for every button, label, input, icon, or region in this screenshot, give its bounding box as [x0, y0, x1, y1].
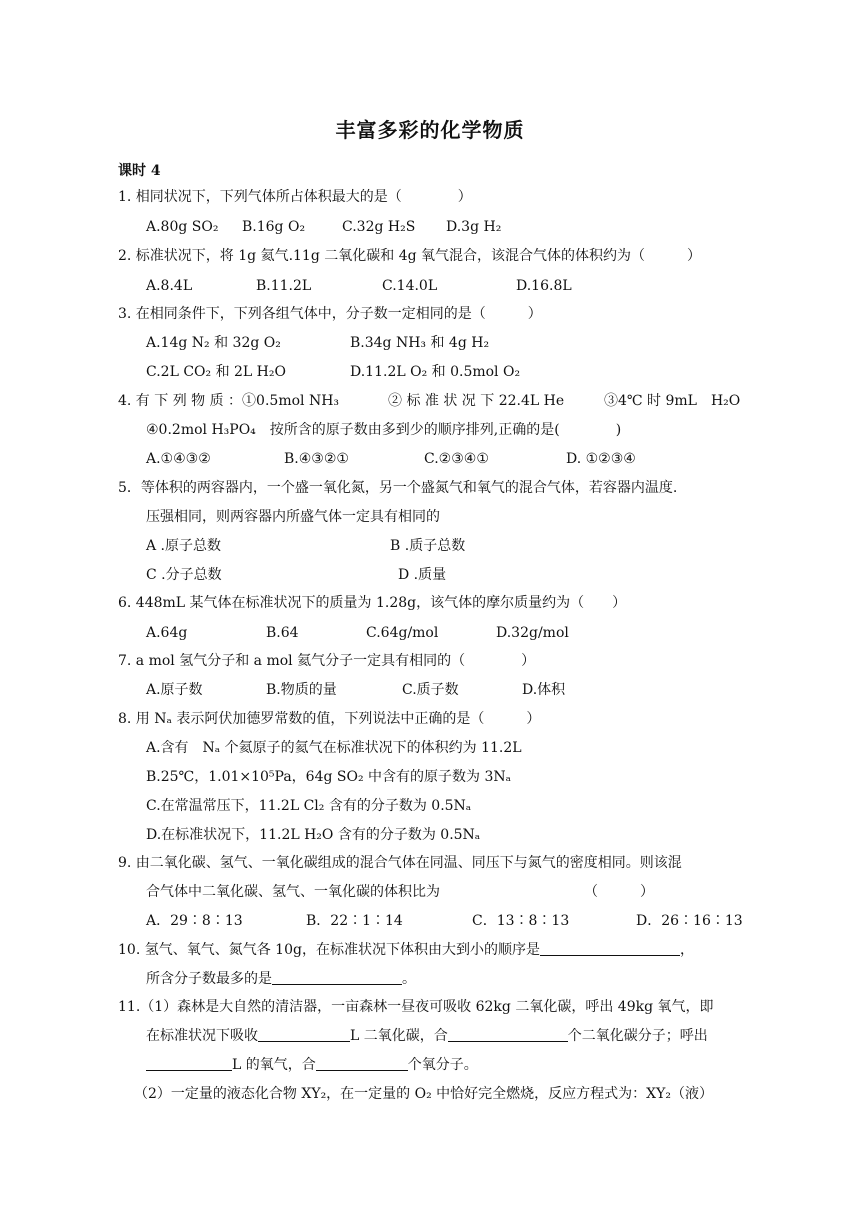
question-4-stem-4: ④0.2mol H₃PO₄ 按所含的原子数由多到少的顺序排列,正确的是( )	[146, 422, 622, 438]
q3-option-d: D.11.2L O₂ 和 0.5mol O₂	[350, 364, 521, 380]
q1-option-d: D.3g H₂	[446, 219, 502, 235]
question-10-line-1	[118, 941, 694, 959]
question-5-stem-1: 5．等体积的两容器内，一个盛一氧化氮，另一个盛氮气和氧气的混合气体，若容器内温度.	[118, 480, 678, 496]
question-4-stem-1: 4. 有 下 列 物 质 ：①0.5mol NH₃	[118, 393, 340, 409]
q8-option-b: B.25℃，1.01×10⁵Pa，64g SO₂ 中含有的原子数为 3Nₐ	[146, 769, 512, 785]
q6-option-b: B.64	[266, 625, 299, 641]
q11-text-2a: 在标准状况下吸收	[146, 1028, 258, 1044]
q1-option-a: A.80g SO₂	[146, 219, 219, 235]
q7-option-d: D.体积	[522, 682, 566, 698]
question-11-part-2: （2）一定量的液态化合物 XY₂，在一定量的 O₂ 中恰好完全燃烧，反应方程式为：XY₂（液）	[134, 1086, 713, 1102]
q10-text-2a: 所含分子数最多的是	[146, 971, 272, 987]
question-11-part-1-line-2	[146, 1027, 708, 1045]
q2-option-a: A.8.4L	[146, 278, 193, 294]
q1-option-c: C.32g H₂S	[342, 219, 416, 235]
q1-option-b: B.16g O₂	[242, 219, 306, 235]
q11-text-2c: 个二氧化碳分子；呼出	[567, 1028, 708, 1044]
q8-option-a: A.含有 Nₐ 个氦原子的氦气在标准状况下的体积约为 11.2L	[146, 740, 522, 756]
q10-text-1b: ，	[679, 942, 694, 958]
q10-answer-blank-1[interactable]	[540, 941, 680, 956]
q10-answer-blank-2[interactable]	[272, 970, 402, 985]
q2-option-c: C.14.0L	[382, 278, 438, 294]
question-11-part-1-line-1: 11.（1）森林是大自然的清洁器，一亩森林一昼夜可吸收 62kg 二氧化碳，呼出 49kg 氧气，即	[118, 999, 714, 1015]
q5-option-d: D .质量	[398, 567, 447, 583]
q7-option-a: A.原子数	[146, 682, 203, 698]
q3-option-a: A.14g N₂ 和 32g O₂	[146, 335, 281, 351]
question-11-part-1-line-3	[146, 1056, 478, 1074]
question-8-stem: 8. 用 Nₐ 表示阿伏加德罗常数的值，下列说法中正确的是（ ）	[118, 711, 541, 727]
page-title: 丰富多彩的化学物质	[335, 118, 525, 142]
q2-option-d: D.16.8L	[516, 278, 572, 294]
q3-option-b: B.34g NH₃ 和 4g H₂	[350, 335, 490, 351]
q4-option-a: A.①④③②	[146, 451, 211, 467]
q11-answer-blank-2[interactable]	[448, 1027, 568, 1042]
q10-text-2b: 。	[402, 971, 416, 987]
question-4-stem-2: ② 标 准 状 况 下 22.4L He	[388, 393, 565, 409]
q6-option-c: C.64g/mol	[366, 625, 439, 641]
q9-option-b: B．22∶1∶14	[306, 913, 403, 929]
question-9-stem-2: 合气体中二氧化碳、氢气、一氧化碳的体积比为	[146, 884, 440, 900]
q6-option-d: D.32g/mol	[496, 625, 569, 641]
question-6-stem: 6. 448mL 某气体在标准状况下的质量为 1.28g，该气体的摩尔质量约为（ ）	[118, 595, 627, 611]
question-9-stem-1: 9. 由二氧化碳、氢气、一氧化碳组成的混合气体在同温、同压下与氮气的密度相同。则该混	[118, 855, 682, 871]
q9-option-a: A．29∶8∶13	[146, 913, 243, 929]
question-5-stem-2: 压强相同，则两容器内所盛气体一定具有相同的	[146, 509, 440, 525]
q5-option-a: A .原子总数	[146, 538, 222, 554]
question-10-line-2	[146, 970, 416, 988]
question-3-stem: 3. 在相同条件下，下列各组气体中，分子数一定相同的是（ ）	[118, 306, 542, 322]
q8-option-d: D.在标准状况下，11.2L H₂O 含有的分子数为 0.5Nₐ	[146, 827, 481, 843]
question-1-stem: 1. 相同状况下，下列气体所占体积最大的是（ ）	[118, 189, 472, 205]
q7-option-b: B.物质的量	[266, 682, 337, 698]
q11-answer-blank-3[interactable]	[146, 1056, 232, 1071]
q5-option-c: C .分子总数	[146, 567, 222, 583]
q6-option-a: A.64g	[146, 625, 188, 641]
q4-option-b: B.④③②①	[284, 451, 349, 467]
q2-option-b: B.11.2L	[256, 278, 312, 294]
q11-answer-blank-1[interactable]	[258, 1027, 350, 1042]
q11-text-3b: 个氧分子。	[407, 1057, 478, 1073]
q4-option-c: C.②③④①	[424, 451, 489, 467]
q3-option-c: C.2L CO₂ 和 2L H₂O	[146, 364, 286, 380]
question-2-stem: 2. 标准状况下，将 1g 氦气.11g 二氧化碳和 4g 氧气混合，该混合气体的体积约为（ ）	[118, 248, 702, 264]
q11-answer-blank-4[interactable]	[316, 1056, 408, 1071]
q11-text-3a: L 的氧气，合	[232, 1057, 316, 1073]
q8-option-c: C.在常温常压下，11.2L Cl₂ 含有的分子数为 0.5Nₐ	[146, 798, 472, 814]
q9-option-c: C．13∶8∶13	[472, 913, 570, 929]
question-4-stem-3: ③4℃ 时 9mL H₂O	[604, 393, 741, 409]
q10-text-1a: 10. 氢气、氧气、氮气各 10g，在标准状况下体积由大到小的顺序是	[118, 942, 540, 958]
q7-option-c: C.质子数	[402, 682, 459, 698]
q5-option-b: B .质子总数	[390, 538, 466, 554]
q4-option-d: D. ①②③④	[566, 451, 636, 467]
question-7-stem: 7. a mol 氢气分子和 a mol 氦气分子一定具有相同的（ ）	[118, 653, 536, 669]
q9-option-d: D．26∶16∶13	[636, 913, 743, 929]
lesson-label: 课时 4	[118, 163, 161, 179]
q11-text-2b: L 二氧化碳，合	[350, 1028, 448, 1044]
question-9-answer-paren: （ ）	[584, 884, 654, 900]
